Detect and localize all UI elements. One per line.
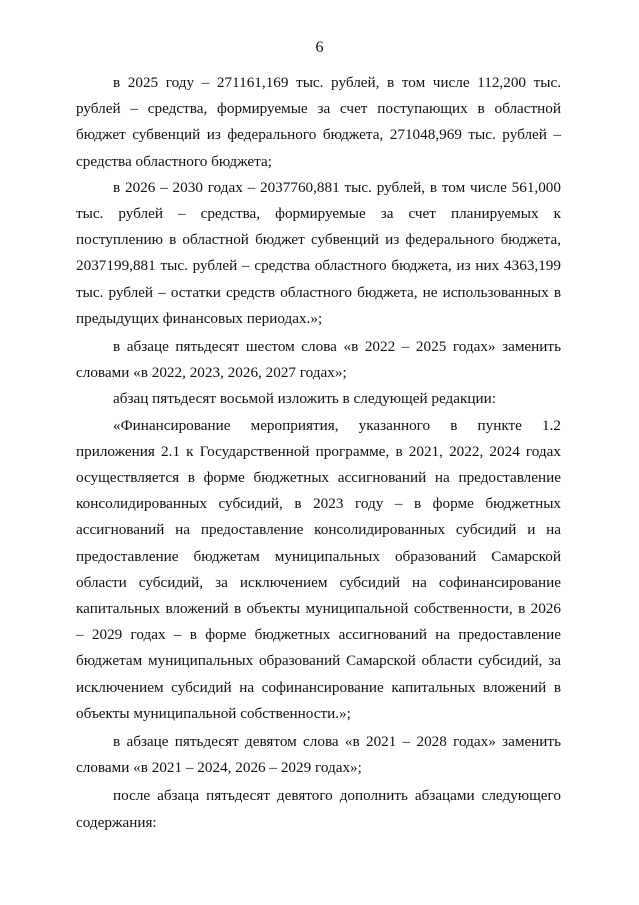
paragraph-add-after-59: после абзаца пятьдесят девятого дополнить абзацами следующего содержания: bbox=[76, 787, 561, 831]
paragraph-funding-2026-2030: в 2026 – 2030 годах – 2037760,881 тыс. рублей, в том числе 561,000 тыс. рублей – средства, формируемые за счет планируемых к поступлению в областной бюджет субвенций из федерального бюджета, 2037199,881 тыс. рублей – средства областного бюджета, из них 4363,199 тыс. рублей – остатки средств областного бюджета, не использованных в предыдущих финансовых периодах.»; bbox=[76, 178, 561, 327]
paragraph-amend-59: в абзаце пятьдесят девятом слова «в 2021 – 2028 годах» заменить словами «в 2021 – 2024, 2026 – 2029 годах»; bbox=[76, 733, 561, 777]
page-number: 6 bbox=[315, 39, 324, 56]
paragraph-amend-56: в абзаце пятьдесят шестом слова «в 2022 – 2025 годах» заменить словами «в 2022, 2023, 2026, 2027 годах»; bbox=[76, 338, 561, 382]
paragraph-new-wording: «Финансирование мероприятия, указанного в пункте 1.2 приложения 2.1 к Государственной программе, в 2021, 2022, 2024 годах осуществляется в форме бюджетных ассигнований на предоставление консолидированных субсидий, в 2023 году – в форме бюджетных ассигнований на предоставление консолидированных субсидий и на предоставление бюджетам муниципальных образований Самарской области субсидий, за исключением субсидий на софинансирование капитальных вложений в объекты муниципальной собственности, в 2026 – 2029 годах – в форме бюджетных ассигнований на предоставление бюджетам муниципальных образований Самарской области субсидий, за исключением субсидий на софинансирование капитальных вложений в объекты муниципальной собственности.»; bbox=[76, 416, 561, 722]
paragraph-funding-2025: в 2025 году – 271161,169 тыс. рублей, в том числе 112,200 тыс. рублей – средства, формируемые за счет поступающих в областной бюджет субвенций из федерального бюджета, 271048,969 тыс. рублей – средства областного бюджета; bbox=[76, 74, 561, 170]
paragraph-amend-58: абзац пятьдесят восьмой изложить в следующей редакции: bbox=[113, 390, 496, 408]
document-body bbox=[76, 70, 561, 836]
